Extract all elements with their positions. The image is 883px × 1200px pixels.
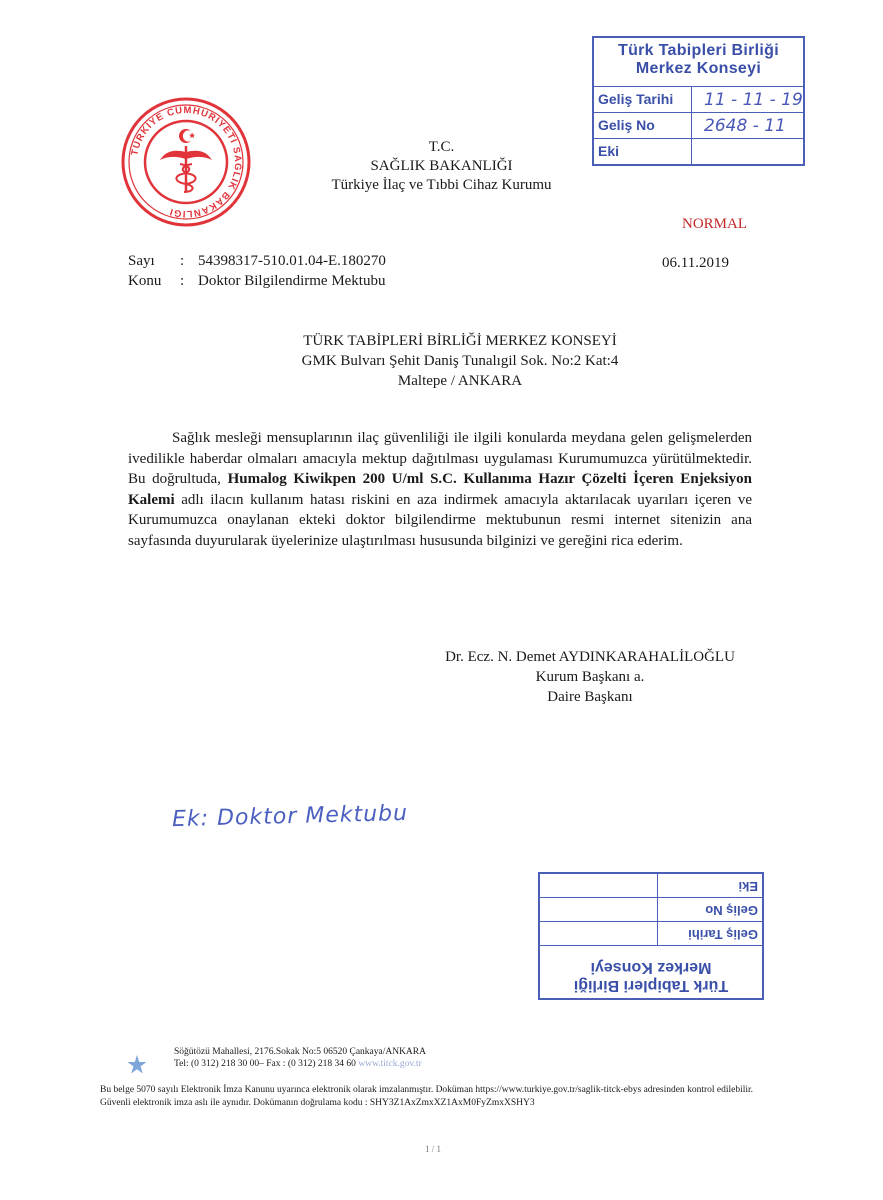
stamp-date-label: Geliş Tarihi xyxy=(598,91,674,107)
recipient-street: GMK Bulvarı Şehit Daniş Tunalıgil Sok. No:2 Kat:4 xyxy=(301,353,619,369)
body-paragraph xyxy=(128,428,752,551)
stamp-number-value: 2648 - 11 xyxy=(691,113,786,139)
stamp-bottom-date-label: Geliş Tarihi xyxy=(688,927,758,942)
stamp-bottom-title-1: Türk Tabipleri Birliği xyxy=(573,977,729,994)
stamp-bottom-divider xyxy=(657,897,658,921)
konu-label: Konu xyxy=(128,273,162,289)
meta-konu xyxy=(128,273,428,293)
signatory-title-1: Kurum Başkanı a. xyxy=(535,669,645,685)
stamp-bottom-attachment-label: Eki xyxy=(738,879,758,894)
meta-sayi xyxy=(128,253,428,273)
drug-name: Humalog Kiwikpen 200 U/ml S.C. Kullanıma Hazır Çözelti İçeren Enjeksiyon Kalemi xyxy=(128,471,753,508)
star-logo-icon xyxy=(126,1054,148,1076)
stamp-bottom-row-attachment xyxy=(540,873,762,898)
header-tc: T.C. xyxy=(428,139,455,155)
handwritten-note: Ek: Doktor Mektubu xyxy=(171,800,409,833)
stamp-row-date xyxy=(594,86,803,113)
sayi-colon: : xyxy=(180,253,185,269)
letter-date: 06.11.2019 xyxy=(662,255,729,271)
stamp-bottom-title-2: Merkez Konseyi xyxy=(590,959,712,976)
header-ministry: SAĞLIK BAKANLIĞI xyxy=(370,158,513,174)
header-agency: Türkiye İlaç ve Tıbbi Cihaz Kurumu xyxy=(331,177,552,193)
body-text-part2: adlı ilacın kullanım hatası riskini en aza indirmek amacıyla aktarılacak uyarıları içeren ve Kurumumuzca onaylanan ekteki doktor bilgilendirme mektubunun resmi internet sitenizin ana sayfasında duyurularak üyelerinize ulaştırılması hususunda bilginizi ve gereğini rica ederim. xyxy=(128,491,752,549)
signatory-title-2: Daire Başkanı xyxy=(547,689,633,705)
svg-text:TÜRKİYE CUMHURİYETİ SAĞLIK BAK: TÜRKİYE CUMHURİYETİ SAĞLIK BAKANLIĞI xyxy=(129,104,244,220)
konu-value: Doktor Bilgilendirme Mektubu xyxy=(198,273,386,289)
footer-contact xyxy=(174,1046,426,1070)
stamp-attachment-label: Eki xyxy=(598,143,620,159)
stamp-title-2: Merkez Konseyi xyxy=(635,60,762,77)
ministry-seal-logo xyxy=(120,96,252,228)
stamp-date-value: 11 - 11 - 19 xyxy=(691,87,803,113)
stamp-bottom-row-number xyxy=(540,897,762,922)
receipt-stamp-bottom xyxy=(538,872,764,1000)
recipient-city: Maltepe / ANKARA xyxy=(397,373,523,389)
sayi-label: Sayı xyxy=(128,253,155,269)
stamp-row-attachment xyxy=(594,138,803,165)
stamp-bottom-row-date xyxy=(540,921,762,946)
recipient-name: TÜRK TABİPLERİ BİRLİĞİ MERKEZ KONSEYİ xyxy=(303,333,617,349)
stamp-bottom-divider xyxy=(657,921,658,945)
footer-phone: Tel: (0 312) 218 30 00– Fax : (0 312) 218 34 60 xyxy=(174,1059,356,1069)
stamp-bottom-number-label: Geliş No xyxy=(705,903,758,918)
footer-phone-line xyxy=(174,1058,426,1070)
signatory-name: Dr. Ecz. N. Demet AYDINKARAHALİLOĞLU xyxy=(445,649,735,665)
stamp-row-number xyxy=(594,112,803,139)
page-number: 1 / 1 xyxy=(425,1144,442,1154)
priority-label: NORMAL xyxy=(682,216,748,232)
footer-address: Söğütözü Mahallesi, 2176.Sokak No:5 06520 Çankaya/ANKARA xyxy=(174,1047,426,1057)
body-text-part1: Sağlık mesleği mensuplarının ilaç güvenliliği ile ilgili konularda meydana gelen gelişmelerden ivedilikle haberdar olmaları amacıyla mektup dağıtılması uygulaması Kurumumuzca yürütülmektedir. Bu doğrultuda, xyxy=(128,430,752,487)
stamp-bottom-divider xyxy=(657,873,658,897)
receipt-stamp-top xyxy=(592,36,805,166)
stamp-title-1: Türk Tabipleri Birliği xyxy=(618,42,779,59)
footer-website-link[interactable]: www.titck.gov.tr xyxy=(358,1059,422,1069)
sayi-value: 54398317-510.01.04-E.180270 xyxy=(198,253,386,269)
konu-colon: : xyxy=(180,273,185,289)
stamp-number-label: Geliş No xyxy=(598,117,655,133)
stamp-attachment-value xyxy=(691,139,704,165)
e-signature-note: Bu belge 5070 sayılı Elektronik İmza Kanunu uyarınca elektronik olarak imzalanmıştır. Doküman https://www.turkiye.gov.tr/saglik-titck-ebys adresinden kontrol edilebilir. Güvenli elektronik imza aslı ile aynıdır. Dokümanın doğrulama kodu : SHY3Z1AxZmxXZ1AxM0FyZmxXSHY3 xyxy=(100,1085,754,1108)
